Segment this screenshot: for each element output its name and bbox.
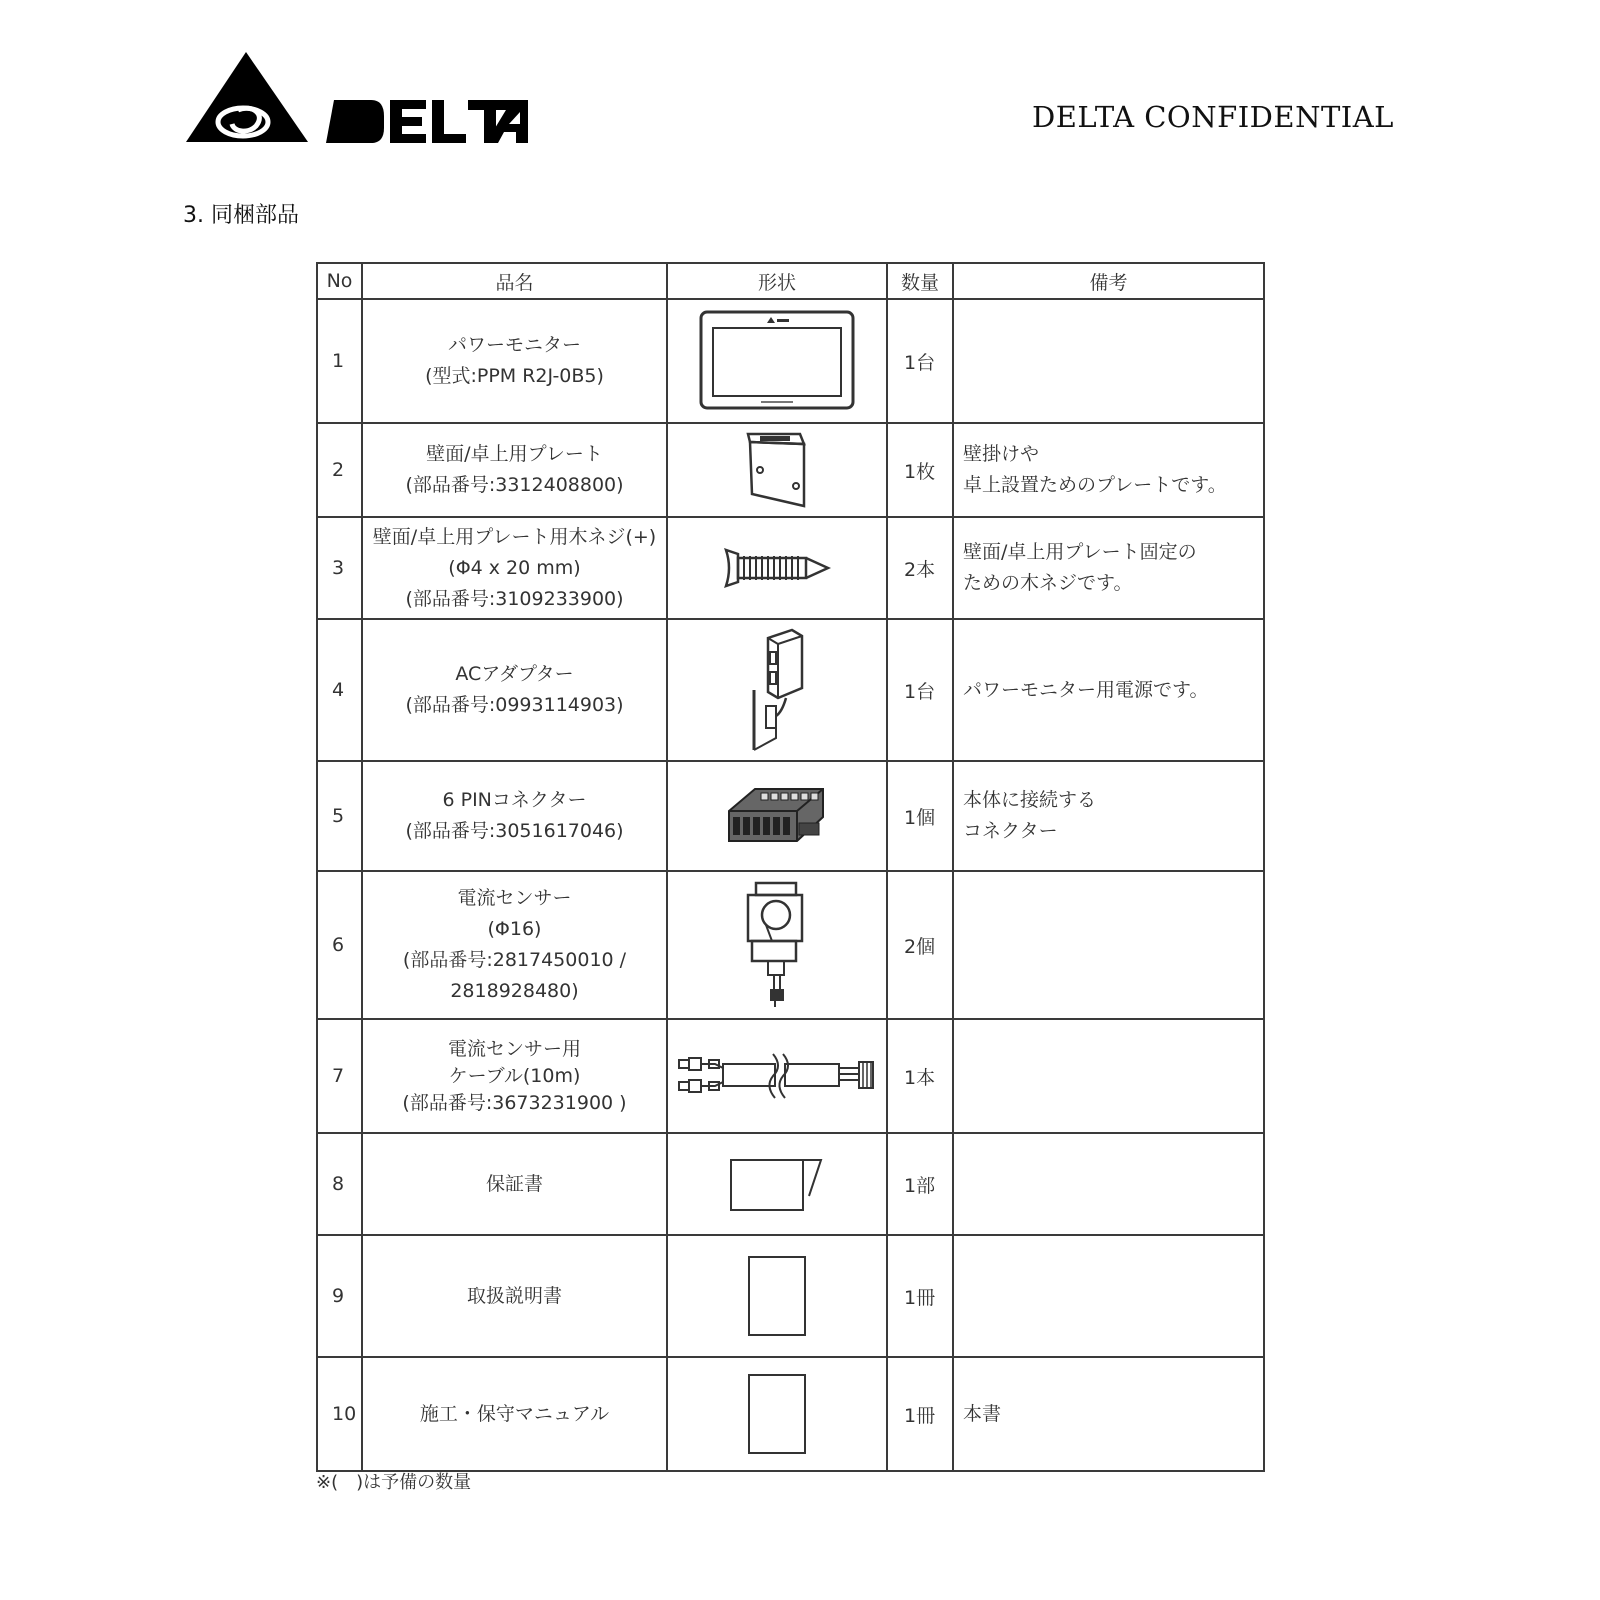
note-line: 壁掛けや: [963, 443, 1040, 465]
table-row: [317, 423, 1264, 517]
row-note: [953, 299, 1264, 423]
section-title: 3. 同梱部品: [183, 203, 299, 228]
table-row: [317, 1235, 1264, 1357]
manual-icon: [747, 1373, 807, 1455]
name-line: (Φ4 x 20 mm): [448, 556, 581, 579]
connector-icon: [725, 783, 829, 849]
note-line: ための木ネジです。: [963, 572, 1133, 594]
name-line: (型式:PPM R2J-0B5): [425, 365, 604, 387]
row-note: [953, 761, 1264, 871]
cable-icon: [675, 1046, 879, 1106]
ac-adapter-icon: [732, 628, 822, 752]
warranty-card-icon: [729, 1156, 825, 1212]
row-name: [362, 761, 667, 871]
row-name: [362, 1019, 667, 1133]
row-qty: 1冊: [887, 1235, 953, 1357]
note-line: 壁面/卓上用プレート固定の: [963, 541, 1197, 563]
table-row: [317, 1357, 1264, 1471]
note-line: 本体に接続する: [963, 789, 1097, 811]
row-shape: [667, 1235, 887, 1357]
row-shape: [667, 1133, 887, 1235]
row-note: [953, 619, 1264, 761]
current-sensor-icon: [742, 881, 812, 1009]
row-name: [362, 871, 667, 1019]
note-line: 本書: [963, 1402, 1002, 1425]
delta-logo: [186, 52, 536, 148]
manual-icon: [747, 1255, 807, 1337]
header-no: No: [317, 263, 362, 299]
row-qty: 1台: [887, 619, 953, 761]
row-note: [953, 1235, 1264, 1357]
name-line: 2818928480): [450, 980, 579, 1002]
row-name: [362, 1133, 667, 1235]
name-line: 電流センサー用: [447, 1037, 581, 1060]
row-no: 5: [317, 761, 362, 871]
row-qty: 1台: [887, 299, 953, 423]
row-shape: [667, 423, 887, 517]
row-shape: [667, 619, 887, 761]
note-line: 卓上設置ためのプレートです。: [963, 474, 1227, 496]
header-shape: 形状: [667, 263, 887, 299]
row-no: 6: [317, 871, 362, 1019]
row-qty: 2個: [887, 871, 953, 1019]
name-line: (部品番号:0993114903): [405, 694, 624, 716]
table-row: [317, 619, 1264, 761]
note-line: パワーモニター用電源です。: [963, 678, 1209, 701]
table-row: [317, 1019, 1264, 1133]
row-qty: 1冊: [887, 1357, 953, 1471]
table-row: [317, 517, 1264, 619]
plate-icon: [742, 430, 812, 510]
wood-screw-icon: [722, 546, 832, 590]
table-row: [317, 299, 1264, 423]
row-no: 2: [317, 423, 362, 517]
row-shape: [667, 299, 887, 423]
row-qty: 1個: [887, 761, 953, 871]
name-line: (部品番号:3673231900 ): [402, 1091, 627, 1114]
header-note: 備考: [953, 263, 1264, 299]
row-name: [362, 1357, 667, 1471]
row-qty: 2本: [887, 517, 953, 619]
name-line: 壁面/卓上用プレート用木ネジ(+): [372, 525, 657, 548]
table-header-row: [317, 263, 1264, 299]
note-line: コネクター: [963, 820, 1058, 842]
row-note: [953, 1357, 1264, 1471]
row-no: 4: [317, 619, 362, 761]
row-name: [362, 619, 667, 761]
row-shape: [667, 517, 887, 619]
row-shape: [667, 1019, 887, 1133]
row-shape: [667, 871, 887, 1019]
row-qty: 1枚: [887, 423, 953, 517]
table-row: [317, 761, 1264, 871]
name-line: 6 PINコネクター: [442, 789, 587, 811]
monitor-icon: [699, 310, 855, 412]
row-no: 3: [317, 517, 362, 619]
row-qty: 1部: [887, 1133, 953, 1235]
row-shape: [667, 761, 887, 871]
name-line: (部品番号:3312408800): [405, 474, 624, 496]
table-row: [317, 871, 1264, 1019]
row-qty: 1本: [887, 1019, 953, 1133]
row-no: 8: [317, 1133, 362, 1235]
name-line: (部品番号:2817450010 /: [402, 949, 627, 971]
row-name: [362, 517, 667, 619]
name-line: 保証書: [485, 1172, 543, 1195]
delta-logo-icon: [186, 52, 536, 148]
confidential-label: DELTA CONFIDENTIAL: [1032, 100, 1394, 134]
row-name: [362, 299, 667, 423]
name-line: 取扱説明書: [466, 1284, 562, 1307]
table-row: [317, 1133, 1264, 1235]
row-shape: [667, 1357, 887, 1471]
name-line: (Φ16): [487, 918, 542, 940]
name-line: 壁面/卓上用プレート: [426, 443, 603, 465]
footnote: ※( )は予備の数量: [316, 1472, 472, 1493]
row-note: [953, 1133, 1264, 1235]
name-line: パワーモニター: [447, 334, 581, 356]
name-line: (部品番号:3051617046): [405, 820, 624, 842]
row-no: 1: [317, 299, 362, 423]
name-line: 電流センサー: [457, 887, 572, 909]
row-note: [953, 871, 1264, 1019]
row-no: 7: [317, 1019, 362, 1133]
row-note: [953, 1019, 1264, 1133]
row-name: [362, 423, 667, 517]
row-note: [953, 517, 1264, 619]
row-name: [362, 1235, 667, 1357]
row-no: 10: [317, 1357, 362, 1471]
name-line: 施工・保守マニュアル: [419, 1402, 610, 1425]
name-line: (部品番号:3109233900): [405, 587, 624, 610]
header-name: 品名: [362, 263, 667, 299]
row-no: 9: [317, 1235, 362, 1357]
row-note: [953, 423, 1264, 517]
header-qty: 数量: [887, 263, 953, 299]
parts-table: [316, 262, 1265, 1472]
name-line: ケーブル(10m): [448, 1064, 581, 1087]
name-line: ACアダプター: [455, 663, 574, 685]
